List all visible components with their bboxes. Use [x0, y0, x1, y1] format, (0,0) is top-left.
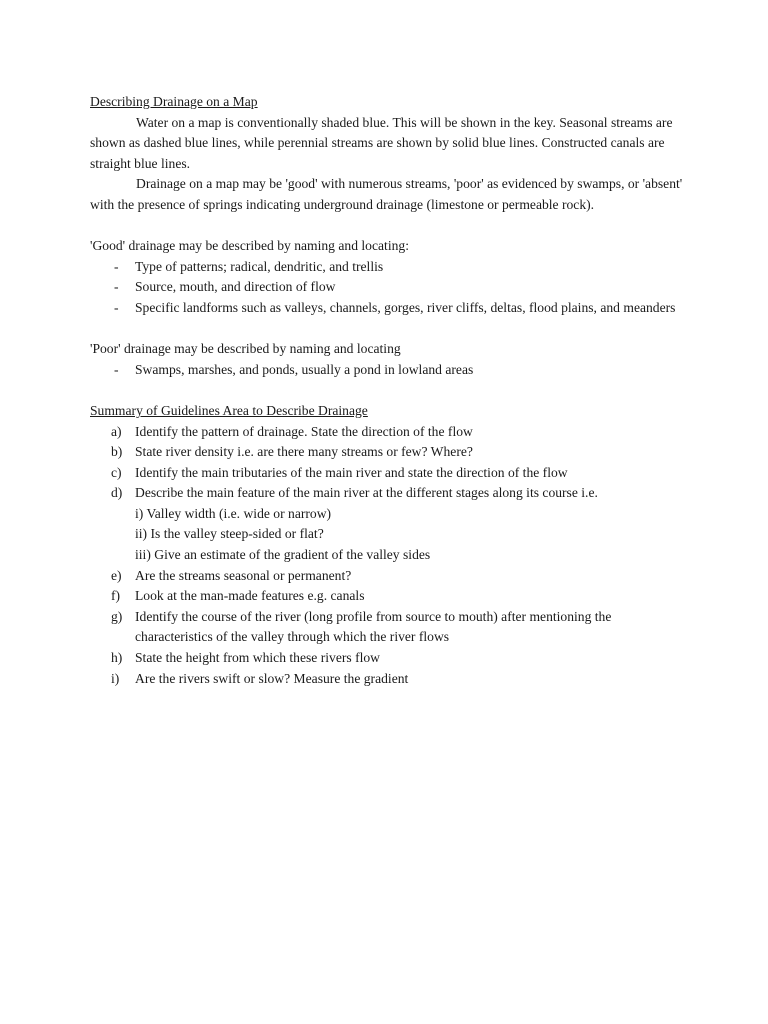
dash-bullet: - — [114, 279, 119, 295]
list-item-text: Identify the course of the river (long profile from source to mouth) after mentioning the characteristics of the valley through which the river flows — [135, 608, 612, 645]
poor-drainage-list — [90, 360, 690, 381]
list-item — [90, 483, 690, 504]
good-drainage-list — [90, 257, 690, 319]
list-item — [90, 607, 690, 648]
list-item — [90, 422, 690, 443]
list-item-text: Specific landforms such as valleys, channels, gorges, river cliffs, deltas, flood plains, and meanders — [135, 299, 676, 315]
list-marker: b) — [111, 444, 123, 460]
sub-list-item: ii) Is the valley steep-sided or flat? — [135, 526, 324, 542]
sub-list-item: i) Valley width (i.e. wide or narrow) — [135, 505, 332, 521]
list-item-text: Are the streams seasonal or permanent? — [135, 567, 352, 583]
list-item — [90, 257, 690, 278]
list-item — [90, 586, 690, 607]
list-item-text: Source, mouth, and direction of flow — [135, 279, 336, 295]
list-item — [90, 277, 690, 298]
dash-bullet: - — [114, 361, 119, 377]
list-item-text: Identify the main tributaries of the main river and state the direction of the flow — [135, 464, 568, 480]
summary-guidelines-list — [90, 422, 690, 690]
list-marker: a) — [111, 423, 122, 439]
document-body — [90, 92, 690, 689]
list-marker: e) — [111, 567, 122, 583]
sub-list-item: iii) Give an estimate of the gradient of the valley sides — [135, 547, 431, 563]
list-item — [90, 442, 690, 463]
good-drainage-intro: 'Good' drainage may be described by naming and locating: — [90, 238, 409, 254]
list-marker: d) — [111, 485, 123, 501]
list-marker: i) — [111, 670, 120, 686]
list-item-text: Swamps, marshes, and ponds, usually a pond in lowland areas — [135, 361, 474, 377]
list-item — [90, 298, 690, 319]
poor-drainage-intro: 'Poor' drainage may be described by naming and locating — [90, 341, 401, 357]
spacer — [90, 380, 690, 401]
paragraph-drainage-quality: Drainage on a map may be 'good' with numerous streams, 'poor' as evidenced by swamps, or 'absent' with the presence of springs indicating underground drainage (limestone or permeable rock). — [90, 176, 683, 212]
list-item-text: State river density i.e. are there many streams or few? Where? — [135, 444, 473, 460]
spacer — [90, 319, 690, 340]
list-marker: g) — [111, 608, 123, 624]
list-item — [90, 463, 690, 484]
section-heading-summary: Summary of Guidelines Area to Describe Drainage — [90, 402, 368, 418]
list-item-text: Look at the man-made features e.g. canals — [135, 588, 365, 604]
list-item — [90, 566, 690, 587]
list-item-text: Are the rivers swift or slow? Measure the gradient — [135, 670, 409, 686]
list-marker: h) — [111, 650, 123, 666]
section-heading-drainage: Describing Drainage on a Map — [90, 94, 258, 109]
dash-bullet: - — [114, 258, 119, 274]
list-item — [90, 648, 690, 669]
list-item-text: Type of patterns; radical, dendritic, and trellis — [135, 258, 384, 274]
list-item — [90, 360, 690, 381]
list-marker: f) — [111, 588, 121, 604]
list-item-text: State the height from which these rivers flow — [135, 650, 380, 666]
list-item-text: Identify the pattern of drainage. State the direction of the flow — [135, 423, 473, 439]
dash-bullet: - — [114, 299, 119, 315]
list-item — [90, 669, 690, 690]
spacer — [90, 216, 690, 237]
list-marker: c) — [111, 464, 122, 480]
paragraph-water-on-map: Water on a map is conventionally shaded blue. This will be shown in the key. Seasonal streams are shown as dashed blue lines, while perennial streams are shown by solid blue lines. Constructed canals are straight blue lines. — [90, 114, 673, 171]
list-item-text: Describe the main feature of the main river at the different stages along its course i.e. — [135, 485, 598, 501]
